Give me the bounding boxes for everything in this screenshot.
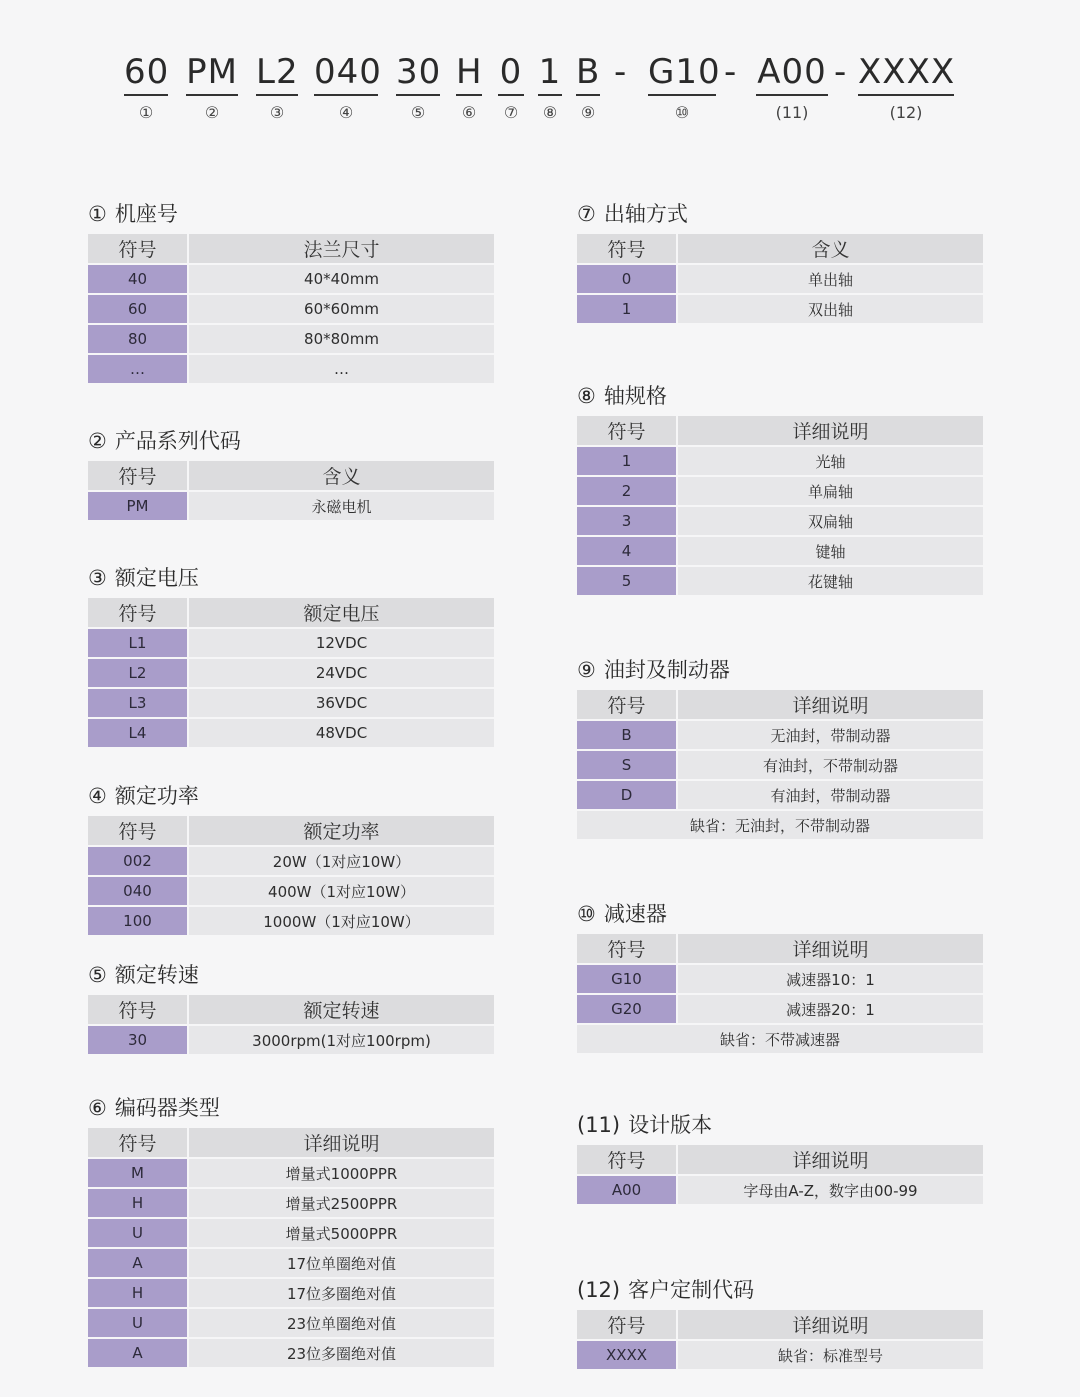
header-description: 详细说明 <box>678 416 983 445</box>
section-rated-power <box>88 782 494 937</box>
table-row <box>88 1279 494 1307</box>
section-number: ⑩ <box>577 902 596 926</box>
table-row <box>88 492 494 520</box>
table-row <box>577 447 983 475</box>
symbol-cell: 002 <box>88 847 187 875</box>
symbol-cell: D <box>577 781 676 809</box>
section-number: ⑥ <box>88 1096 107 1120</box>
symbol-cell: 100 <box>88 907 187 935</box>
symbol-cell: H <box>88 1279 187 1307</box>
table-row <box>88 1339 494 1367</box>
section-title-text: 产品系列代码 <box>114 429 241 453</box>
table-row <box>88 1159 494 1187</box>
description-cell: 40*40mm <box>189 265 494 293</box>
header-description: 详细说明 <box>189 1128 494 1157</box>
table-header <box>577 1310 983 1339</box>
section-number: ① <box>88 202 107 226</box>
symbol-cell: A00 <box>577 1176 676 1204</box>
description-cell: 1000W（1对应10W） <box>189 907 494 935</box>
symbol-cell: 2 <box>577 477 676 505</box>
description-cell: 36VDC <box>189 689 494 717</box>
description-cell: 永磁电机 <box>189 492 494 520</box>
section-frame-size <box>88 200 494 385</box>
symbol-cell: 30 <box>88 1026 187 1054</box>
table-row <box>88 325 494 353</box>
header-symbol: 符号 <box>88 461 187 490</box>
table-row <box>88 719 494 747</box>
table-header <box>88 816 494 845</box>
section-title <box>88 200 494 228</box>
symbol-cell: L4 <box>88 719 187 747</box>
description-cell: 23位单圈绝对值 <box>189 1309 494 1337</box>
header-symbol: 符号 <box>88 995 187 1024</box>
table-row <box>88 1309 494 1337</box>
code-segment-5 <box>396 52 440 124</box>
code-text: XXXX <box>858 52 954 96</box>
description-cell: 双出轴 <box>678 295 983 323</box>
code-dash: - <box>724 52 737 92</box>
code-text: B <box>576 52 600 96</box>
table-row <box>577 567 983 595</box>
symbol-cell: B <box>577 721 676 749</box>
description-cell: 增量式1000PPR <box>189 1159 494 1187</box>
default-note: 缺省：无油封，不带制动器 <box>577 811 983 839</box>
symbol-cell: G20 <box>577 995 676 1023</box>
code-text: H <box>456 52 482 96</box>
code-dash: - <box>834 52 847 92</box>
header-symbol: 符号 <box>577 1145 676 1174</box>
header-symbol: 符号 <box>577 1310 676 1339</box>
code-segment-8 <box>538 52 562 124</box>
table-row <box>577 1176 983 1204</box>
description-cell: 双扁轴 <box>678 507 983 535</box>
symbol-cell: 40 <box>88 265 187 293</box>
section-title <box>577 1276 983 1304</box>
table-row <box>88 1219 494 1247</box>
section-title <box>88 782 494 810</box>
header-symbol: 符号 <box>88 598 187 627</box>
code-index: ① <box>138 103 154 122</box>
section-product-series <box>88 427 494 522</box>
description-cell: 减速器20：1 <box>678 995 983 1023</box>
header-description: 法兰尺寸 <box>189 234 494 263</box>
table-row <box>88 265 494 293</box>
symbol-cell: 0 <box>577 265 676 293</box>
header-symbol: 符号 <box>577 234 676 263</box>
default-note-row <box>577 811 983 839</box>
section-number: ⑤ <box>88 963 107 987</box>
section-oil-seal-brake <box>577 656 983 841</box>
symbol-cell: U <box>88 1309 187 1337</box>
section-title-text: 设计版本 <box>628 1113 713 1137</box>
table-row <box>88 1189 494 1217</box>
section-shaft-spec <box>577 382 983 597</box>
code-index: ⑥ <box>461 103 477 122</box>
table-header <box>88 1128 494 1157</box>
table-header <box>88 234 494 263</box>
description-cell: 17位多圈绝对值 <box>189 1279 494 1307</box>
table-row <box>88 355 494 383</box>
section-number: ⑨ <box>577 658 596 682</box>
table-header <box>88 461 494 490</box>
table-row <box>577 995 983 1023</box>
description-cell: 单扁轴 <box>678 477 983 505</box>
header-symbol: 符号 <box>88 816 187 845</box>
section-title <box>88 564 494 592</box>
header-symbol: 符号 <box>577 416 676 445</box>
symbol-cell: … <box>88 355 187 383</box>
symbol-cell: 1 <box>577 295 676 323</box>
symbol-cell: PM <box>88 492 187 520</box>
symbol-cell: L3 <box>88 689 187 717</box>
code-text: PM <box>186 52 238 96</box>
table-row <box>577 721 983 749</box>
model-code <box>0 52 1080 132</box>
code-dash: - <box>614 52 627 92</box>
symbol-cell: 5 <box>577 567 676 595</box>
symbol-cell: S <box>577 751 676 779</box>
table-row <box>88 1249 494 1277</box>
table-row <box>577 781 983 809</box>
table-row <box>88 629 494 657</box>
section-title-text: 机座号 <box>114 202 178 226</box>
table-row <box>88 907 494 935</box>
symbol-cell: M <box>88 1159 187 1187</box>
code-segment-10 <box>648 52 721 124</box>
description-cell: 17位单圈绝对值 <box>189 1249 494 1277</box>
section-title-text: 油封及制动器 <box>603 658 730 682</box>
section-encoder-type <box>88 1094 494 1369</box>
table-row <box>88 295 494 323</box>
header-description: 详细说明 <box>678 934 983 963</box>
table-row <box>577 537 983 565</box>
table-row <box>577 965 983 993</box>
description-cell: 24VDC <box>189 659 494 687</box>
code-text: A00 <box>756 52 828 96</box>
description-cell: 3000rpm(1对应100rpm) <box>189 1026 494 1054</box>
code-segment-4 <box>314 52 382 124</box>
section-title-text: 出轴方式 <box>603 202 688 226</box>
symbol-cell: L2 <box>88 659 187 687</box>
code-text: 30 <box>396 52 440 96</box>
table-header <box>577 416 983 445</box>
section-title <box>88 1094 494 1122</box>
symbol-cell: U <box>88 1219 187 1247</box>
section-title <box>577 200 983 228</box>
code-segment-7 <box>498 52 524 124</box>
section-title-text: 额定电压 <box>114 566 199 590</box>
section-title <box>577 656 983 684</box>
description-cell: 增量式2500PPR <box>189 1189 494 1217</box>
code-text: G10 <box>648 52 716 96</box>
description-cell: 减速器10：1 <box>678 965 983 993</box>
symbol-cell: A <box>88 1249 187 1277</box>
table-header <box>577 1145 983 1174</box>
description-cell: 有油封，不带制动器 <box>678 751 983 779</box>
code-index: (11) <box>775 103 809 122</box>
symbol-cell: XXXX <box>577 1341 676 1369</box>
table-row <box>88 847 494 875</box>
symbol-cell: 040 <box>88 877 187 905</box>
table-row <box>577 265 983 293</box>
section-title-text: 轴规格 <box>603 384 667 408</box>
description-cell: 400W（1对应10W） <box>189 877 494 905</box>
code-segment-2 <box>186 52 238 124</box>
section-number: ③ <box>88 566 107 590</box>
symbol-cell: G10 <box>577 965 676 993</box>
description-cell: 缺省：标准型号 <box>678 1341 983 1369</box>
symbol-cell: 1 <box>577 447 676 475</box>
description-cell: 12VDC <box>189 629 494 657</box>
section-custom-code <box>577 1276 983 1371</box>
code-index: ② <box>204 103 220 122</box>
section-number: ② <box>88 429 107 453</box>
description-cell: 有油封，带制动器 <box>678 781 983 809</box>
header-description: 详细说明 <box>678 690 983 719</box>
section-design-version <box>577 1111 983 1206</box>
description-cell: 48VDC <box>189 719 494 747</box>
code-text: L2 <box>256 52 298 96</box>
header-symbol: 符号 <box>577 690 676 719</box>
symbol-cell: 3 <box>577 507 676 535</box>
section-number: (12) <box>577 1278 621 1302</box>
section-title-text: 额定功率 <box>114 784 199 808</box>
default-note-row <box>577 1025 983 1053</box>
symbol-cell: 60 <box>88 295 187 323</box>
table-row <box>88 659 494 687</box>
description-cell: 60*60mm <box>189 295 494 323</box>
table-row <box>577 477 983 505</box>
code-index: ⑨ <box>580 103 596 122</box>
code-index: ③ <box>269 103 285 122</box>
description-cell: 单出轴 <box>678 265 983 293</box>
table-header <box>577 934 983 963</box>
code-text: 040 <box>314 52 378 96</box>
symbol-cell: 80 <box>88 325 187 353</box>
code-segment-6 <box>456 52 482 124</box>
symbol-cell: 4 <box>577 537 676 565</box>
description-cell: … <box>189 355 494 383</box>
symbol-cell: L1 <box>88 629 187 657</box>
code-segment-3 <box>256 52 298 124</box>
table-header <box>577 690 983 719</box>
table-row <box>577 751 983 779</box>
code-segment-11 <box>756 52 828 124</box>
description-cell: 键轴 <box>678 537 983 565</box>
header-symbol: 符号 <box>88 1128 187 1157</box>
section-title-text: 额定转速 <box>114 963 199 987</box>
header-description: 额定电压 <box>189 598 494 627</box>
section-number: (11) <box>577 1113 621 1137</box>
header-description: 含义 <box>678 234 983 263</box>
code-index: ⑤ <box>410 103 426 122</box>
section-title-text: 减速器 <box>603 902 667 926</box>
code-text: 60 <box>124 52 168 96</box>
code-segment-1 <box>124 52 168 124</box>
header-description: 含义 <box>189 461 494 490</box>
section-title <box>88 427 494 455</box>
section-reducer <box>577 900 983 1055</box>
description-cell: 字母由A-Z，数字由00-99 <box>678 1176 983 1204</box>
symbol-cell: A <box>88 1339 187 1367</box>
code-index: ⑩ <box>674 103 690 122</box>
description-cell: 光轴 <box>678 447 983 475</box>
section-title <box>577 900 983 928</box>
description-cell: 20W（1对应10W） <box>189 847 494 875</box>
table-row <box>88 1026 494 1054</box>
section-rated-speed <box>88 961 494 1056</box>
section-title-text: 编码器类型 <box>114 1096 220 1120</box>
code-index: ④ <box>338 103 354 122</box>
code-index: ⑧ <box>542 103 558 122</box>
code-index: (12) <box>889 103 923 122</box>
code-text: 1 <box>538 52 562 96</box>
section-rated-voltage <box>88 564 494 749</box>
header-symbol: 符号 <box>88 234 187 263</box>
section-title-text: 客户定制代码 <box>628 1278 755 1302</box>
table-header <box>88 598 494 627</box>
section-number: ④ <box>88 784 107 808</box>
section-number: ⑦ <box>577 202 596 226</box>
section-shaft-output <box>577 200 983 325</box>
header-symbol: 符号 <box>577 934 676 963</box>
table-header <box>88 995 494 1024</box>
table-row <box>88 877 494 905</box>
code-index: ⑦ <box>503 103 519 122</box>
table-row <box>577 507 983 535</box>
code-text: 0 <box>498 52 524 96</box>
section-title <box>577 1111 983 1139</box>
description-cell: 80*80mm <box>189 325 494 353</box>
description-cell: 23位多圈绝对值 <box>189 1339 494 1367</box>
table-row <box>88 689 494 717</box>
description-cell: 花键轴 <box>678 567 983 595</box>
section-number: ⑧ <box>577 384 596 408</box>
code-segment-9 <box>576 52 600 124</box>
table-header <box>577 234 983 263</box>
header-description: 额定转速 <box>189 995 494 1024</box>
code-segment-12 <box>858 52 954 124</box>
section-title <box>577 382 983 410</box>
table-row <box>577 1341 983 1369</box>
default-note: 缺省：不带减速器 <box>577 1025 983 1053</box>
symbol-cell: H <box>88 1189 187 1217</box>
table-row <box>577 295 983 323</box>
description-cell: 无油封，带制动器 <box>678 721 983 749</box>
header-description: 详细说明 <box>678 1145 983 1174</box>
header-description: 额定功率 <box>189 816 494 845</box>
header-description: 详细说明 <box>678 1310 983 1339</box>
section-title <box>88 961 494 989</box>
description-cell: 增量式5000PPR <box>189 1219 494 1247</box>
